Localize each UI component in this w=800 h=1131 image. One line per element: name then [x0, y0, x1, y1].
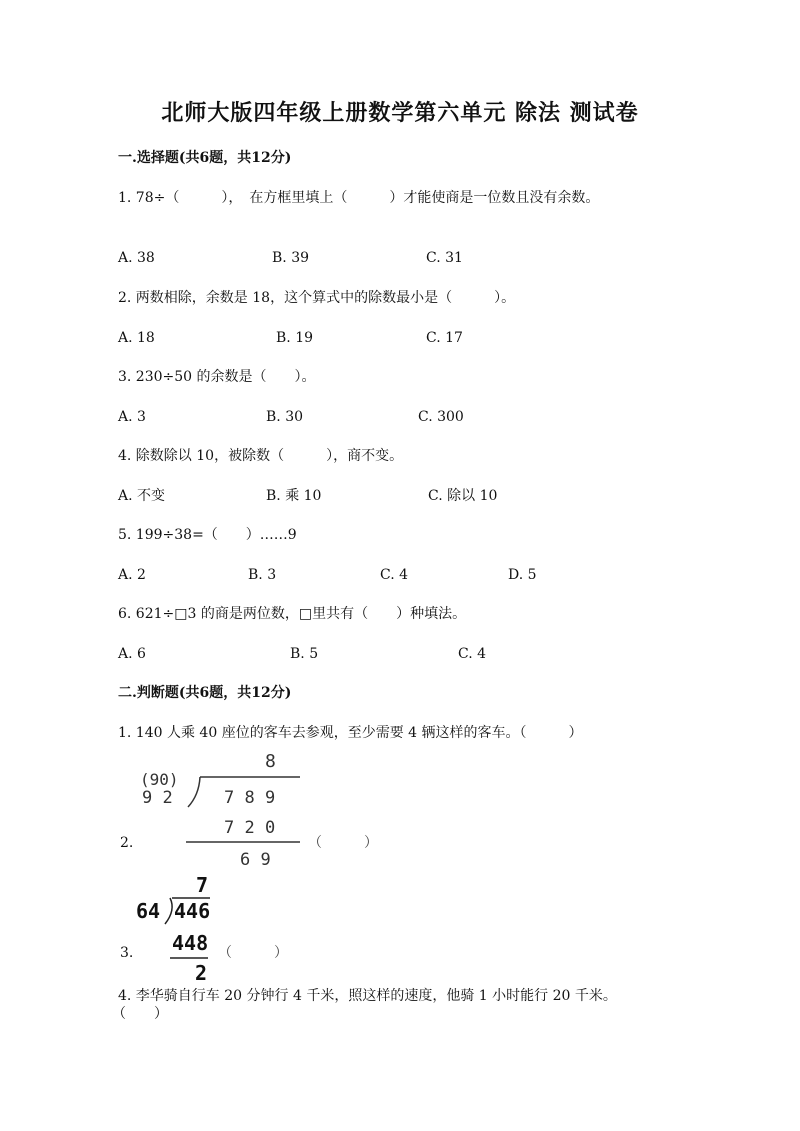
option: B. 5 [290, 646, 319, 662]
answer-blank[interactable]: （ ） [218, 945, 288, 961]
section-1-heading: 一.选择题(共6题，共12分) [118, 150, 292, 166]
question-1-4: 4. 除数除以 10，被除数（ ），商不变。 [118, 448, 404, 464]
option: C. 4 [380, 567, 409, 583]
option: A. 3 [118, 409, 146, 425]
question-1-1: 1. 78÷（ ）， 在方框里填上（ ）才能使商是一位数且没有余数。 [118, 190, 600, 206]
answer-blank[interactable]: （ ） [308, 835, 378, 851]
question-2-4: 4. 李华骑自行车 20 分钟行 4 千米，照这样的速度，他骑 1 小时能行 20 千米。 [118, 988, 617, 1004]
question-1-3: 3. 230÷50 的余数是（ ）。 [118, 369, 316, 385]
option: A. 6 [118, 646, 146, 662]
remainder: 2 [195, 961, 208, 985]
option: A. 18 [118, 330, 155, 346]
option: B. 39 [272, 250, 310, 266]
divisor: 64 [136, 899, 161, 923]
option: B. 19 [276, 330, 314, 346]
option: C. 除以 10 [428, 488, 498, 504]
option: A. 不变 [118, 488, 166, 504]
quotient: 8 [265, 751, 276, 772]
option: C. 31 [426, 250, 463, 266]
question-1-2: 2. 两数相除，余数是 18，这个算式中的除数最小是（ ）。 [118, 290, 516, 306]
divisor: 9 2 [142, 788, 173, 808]
dividend: 446 [174, 899, 211, 923]
estimate: (90) [140, 770, 179, 789]
option: B. 3 [248, 567, 277, 583]
long-division-diagram-1 [130, 745, 400, 875]
option: C. 300 [418, 409, 464, 425]
question-1-5: 5. 199÷38=（ ）……9 [118, 527, 297, 543]
question-2-2-number: 2. [120, 835, 134, 851]
option: D. 5 [508, 567, 537, 583]
section-2-heading: 二.判断题(共6题，共12分) [118, 685, 292, 701]
option: C. 17 [426, 330, 463, 346]
question-1-6: 6. 621÷□3 的商是两位数，□里共有（ ）种填法。 [118, 606, 467, 622]
option: A. 38 [118, 250, 155, 266]
page-title: 北师大版四年级上册数学第六单元 除法 测试卷 [161, 100, 639, 126]
quotient: 7 [196, 873, 209, 897]
question-2-1: 1. 140 人乘 40 座位的客车去参观，至少需要 4 辆这样的客车。（ ） [118, 725, 583, 741]
option: B. 乘 10 [266, 488, 322, 504]
question-2-3-number: 3. [120, 945, 134, 961]
answer-blank[interactable]: （ ） [112, 1006, 168, 1022]
remainder: 6 9 [240, 850, 271, 870]
option: C. 4 [458, 646, 487, 662]
long-division-diagram-2 [130, 872, 240, 987]
product: 448 [172, 931, 209, 955]
option: A. 2 [118, 567, 146, 583]
option: B. 30 [266, 409, 304, 425]
product: 7 2 0 [224, 818, 276, 838]
dividend: 7 8 9 [224, 788, 276, 808]
